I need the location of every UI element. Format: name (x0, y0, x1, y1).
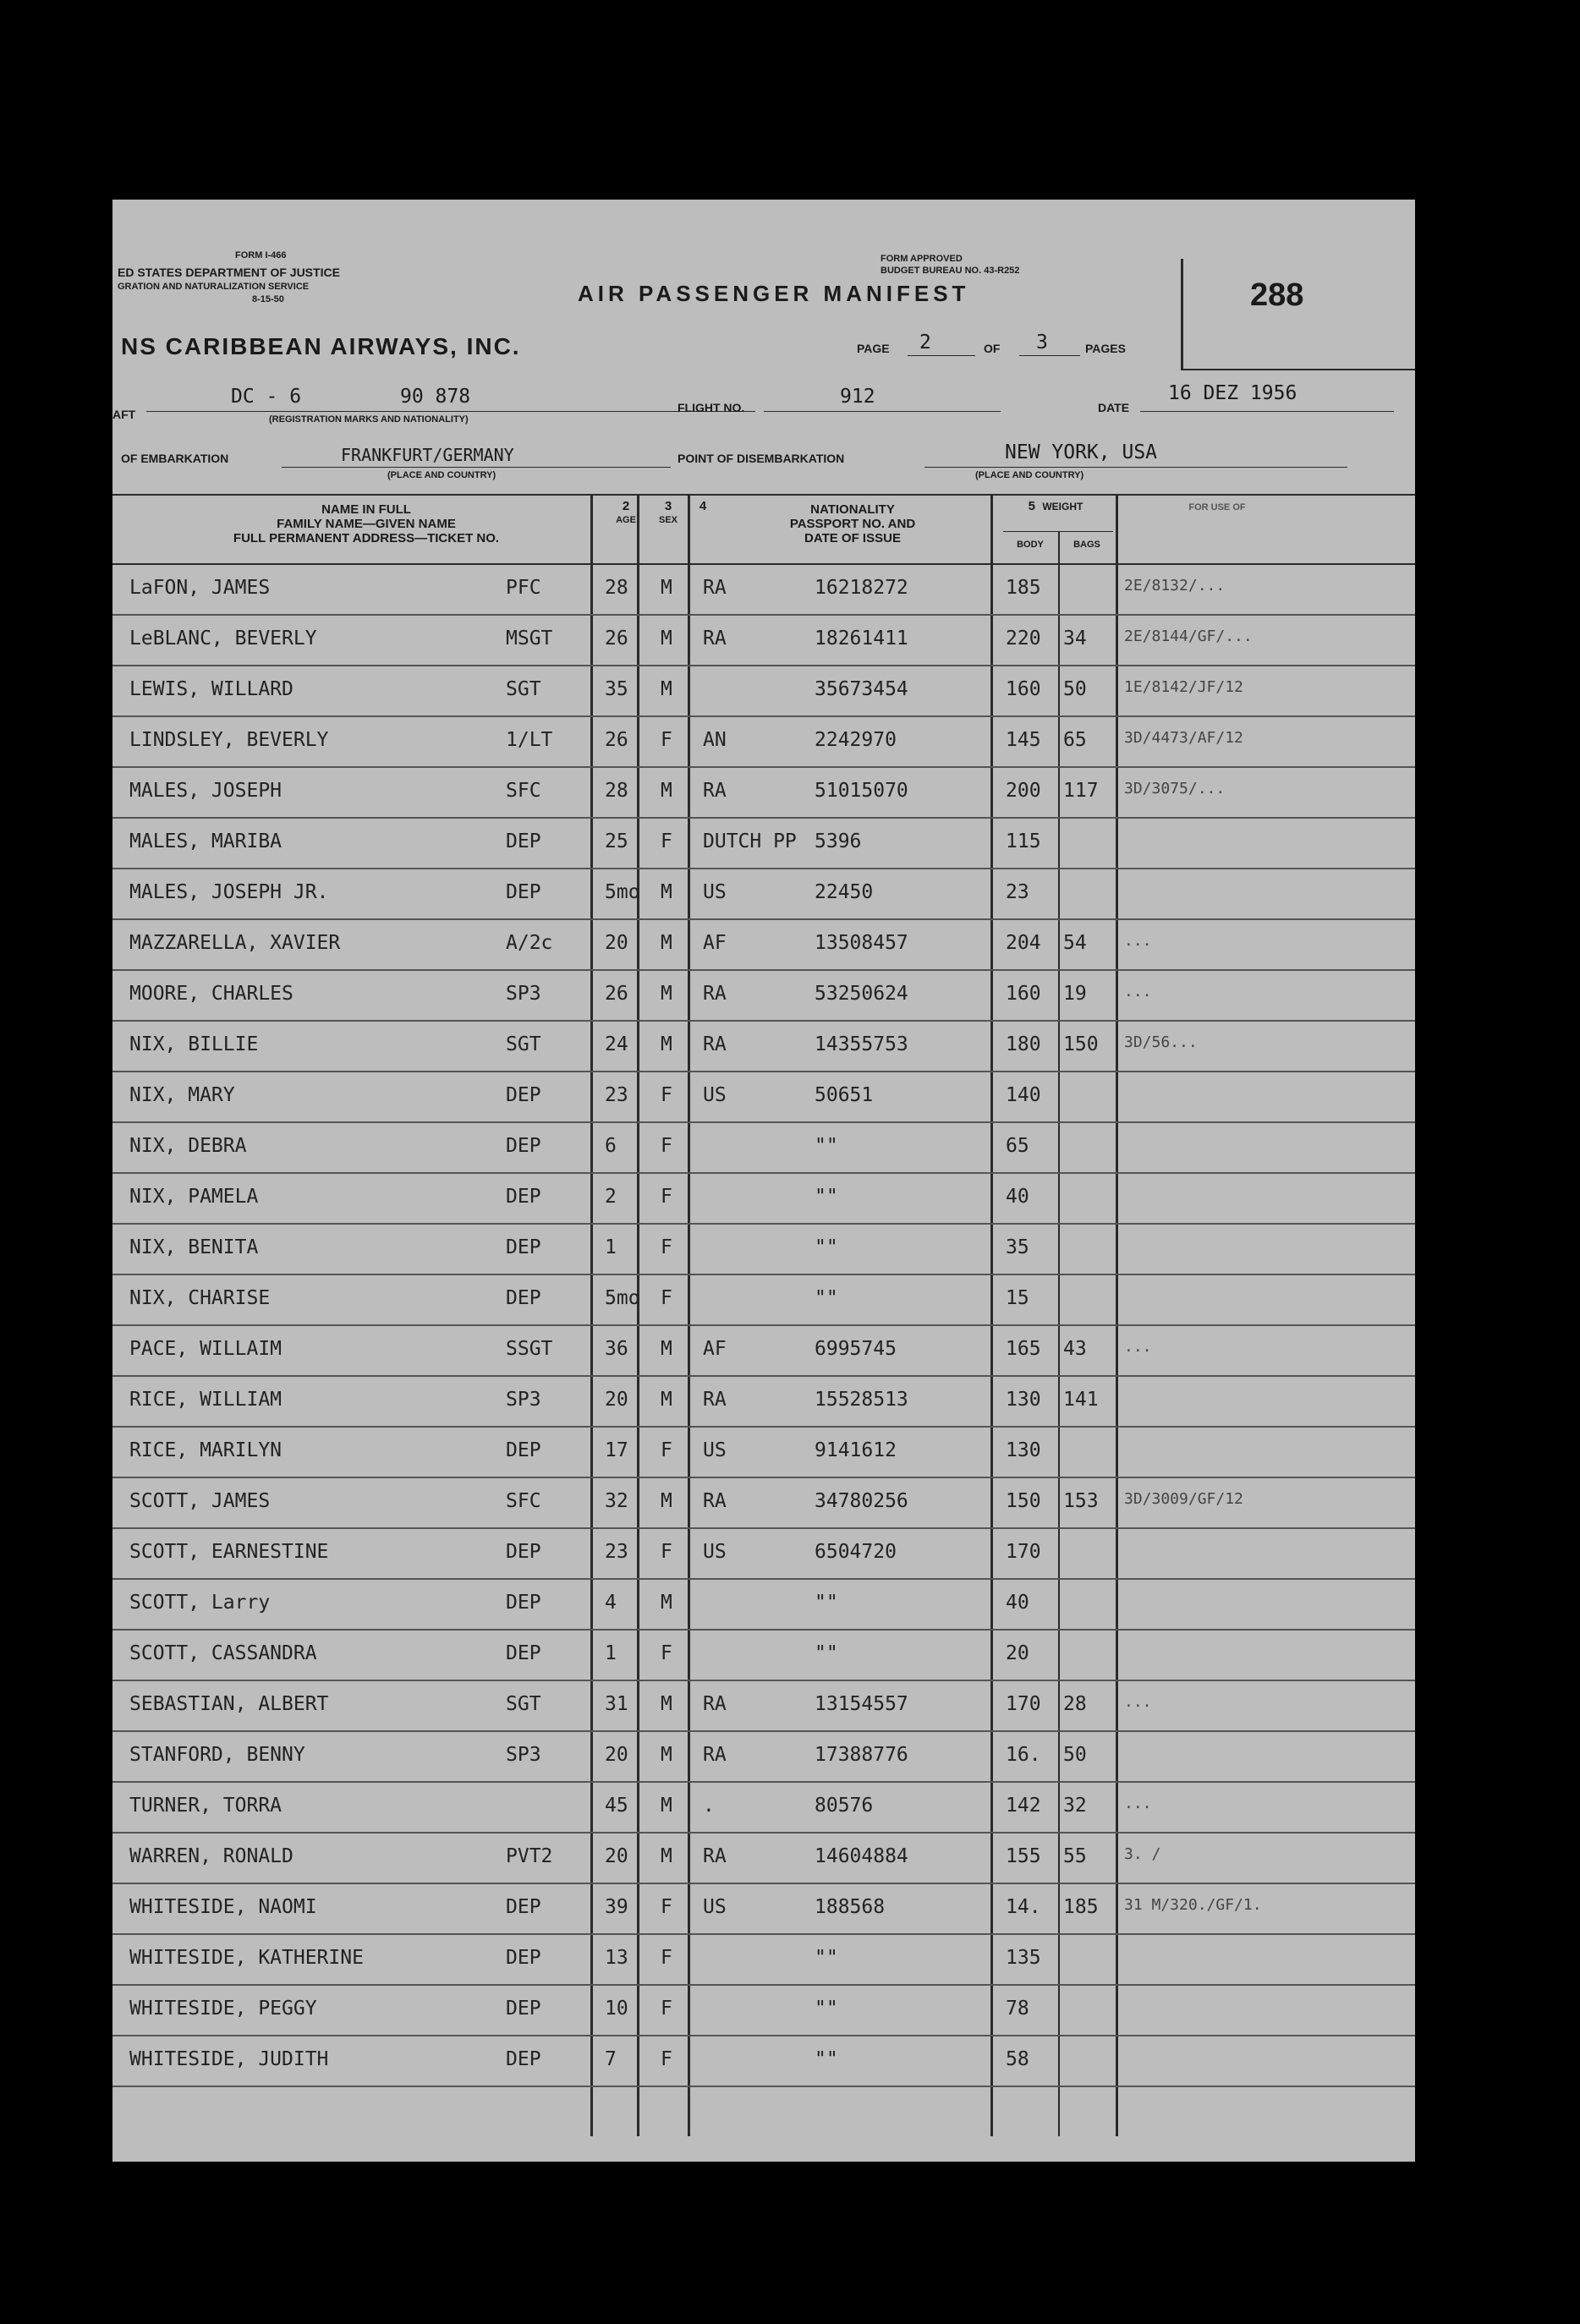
passenger-age: 20 (605, 1389, 628, 1411)
passenger-sex: F (661, 1896, 672, 1918)
body-weight-header: BODY (1017, 540, 1044, 550)
passenger-body-weight: 140 (1006, 1084, 1041, 1106)
passenger-bags-weight: 50 (1063, 678, 1087, 700)
passenger-rank: SP3 (506, 1744, 541, 1766)
page-current: 2 (919, 332, 931, 354)
passenger-name: MAZZARELLA, XAVIER (129, 932, 341, 954)
table-row (112, 2036, 1415, 2087)
passenger-rank: DEP (506, 1439, 541, 1461)
passenger-sex: F (661, 1642, 672, 1664)
official-note: 3D/3009/GF/12 (1124, 1490, 1243, 1508)
table-row (112, 1174, 1415, 1225)
passenger-age: 28 (605, 780, 628, 802)
passenger-nationality: US (703, 1084, 727, 1106)
passenger-sex: M (661, 1845, 672, 1867)
passenger-sex: M (661, 1338, 672, 1360)
nationality-column-header: NATIONALITY PASSPORT NO. AND DATE OF ISSUE (789, 502, 916, 545)
passenger-age: 13 (605, 1947, 628, 1969)
passenger-age: 31 (605, 1693, 628, 1715)
embarkation-place: FRANKFURT/GERMANY (341, 445, 514, 465)
passenger-rank: DEP (506, 1135, 541, 1157)
passenger-sex: F (661, 2048, 672, 2070)
passenger-body-weight: 142 (1006, 1795, 1041, 1817)
passenger-rank: SGT (506, 1033, 541, 1055)
passenger-rank: SSGT (506, 1338, 553, 1360)
passenger-age: 5mo (605, 1287, 640, 1309)
age-column-header: 2 AGE (616, 499, 636, 525)
passenger-age: 24 (605, 1033, 628, 1055)
passenger-sex: M (661, 932, 672, 954)
passenger-name: NIX, CHARISE (129, 1287, 271, 1309)
passenger-age: 20 (605, 1845, 628, 1867)
table-row (112, 1833, 1415, 1884)
passenger-bags-weight: 50 (1063, 1744, 1087, 1766)
passenger-body-weight: 180 (1006, 1033, 1041, 1055)
passenger-body-weight: 35 (1006, 1236, 1029, 1258)
passenger-passport: 17388776 (815, 1744, 908, 1766)
passenger-name: WHITESIDE, JUDITH (129, 2048, 329, 2070)
table-row (112, 717, 1415, 768)
passenger-name: SCOTT, CASSANDRA (129, 1642, 317, 1664)
passenger-name: SCOTT, JAMES (129, 1490, 271, 1512)
passenger-age: 26 (605, 983, 628, 1005)
passenger-bags-weight: 54 (1063, 932, 1087, 954)
registration-caption: (REGISTRATION MARKS AND NATIONALITY) (269, 414, 469, 425)
passenger-sex: F (661, 1998, 672, 2020)
passenger-passport: 6504720 (815, 1541, 897, 1563)
passenger-age: 4 (605, 1592, 617, 1614)
passenger-body-weight: 40 (1006, 1592, 1029, 1614)
service-line: GRATION AND NATURALIZATION SERVICE (118, 282, 310, 292)
official-note: ... (1124, 1795, 1152, 1812)
passenger-body-weight: 160 (1006, 983, 1041, 1005)
official-note: 31 M/320./GF/1. (1124, 1896, 1262, 1914)
passenger-sex: F (661, 729, 672, 751)
passenger-age: 45 (605, 1795, 628, 1817)
passenger-name: WHITESIDE, KATHERINE (129, 1947, 364, 1969)
passenger-sex: M (661, 628, 672, 650)
table-row (112, 666, 1415, 717)
table-row (112, 920, 1415, 971)
passenger-age: 5mo (605, 881, 640, 903)
passenger-rank: DEP (506, 1287, 541, 1309)
flight-label: FLIGHT NO. (678, 401, 745, 414)
table-row (112, 768, 1415, 819)
table-row (112, 1580, 1415, 1631)
passenger-body-weight: 204 (1006, 932, 1041, 954)
embark-caption: (PLACE AND COUNTRY) (387, 470, 496, 480)
passenger-body-weight: 78 (1006, 1998, 1029, 2020)
passenger-name: LaFON, JAMES (129, 577, 271, 599)
passenger-nationality: AF (703, 932, 727, 954)
passenger-passport: "" (815, 1135, 838, 1157)
table-row (112, 565, 1415, 616)
disembark-caption: (PLACE AND COUNTRY) (975, 470, 1084, 480)
passenger-name: PACE, WILLAIM (129, 1338, 283, 1360)
bags-weight-header: BAGS (1073, 540, 1100, 550)
passenger-sex: F (661, 1135, 672, 1157)
nationality-column-number: 4 (699, 499, 707, 513)
passenger-body-weight: 185 (1006, 577, 1041, 599)
passenger-body-weight: 14. (1006, 1896, 1041, 1918)
passenger-passport: 18261411 (815, 628, 908, 650)
passenger-sex: F (661, 1541, 672, 1563)
passenger-body-weight: 130 (1006, 1389, 1041, 1411)
passenger-bags-weight: 19 (1063, 983, 1087, 1005)
table-row (112, 1225, 1415, 1275)
official-note: 3. / (1124, 1845, 1161, 1863)
passenger-bags-weight: 141 (1063, 1389, 1099, 1411)
aircraft-type: DC - 6 (231, 386, 302, 408)
date-label: DATE (1098, 401, 1130, 414)
official-note: ... (1124, 932, 1152, 950)
passenger-nationality: RA (703, 1033, 727, 1055)
passenger-passport: 34780256 (815, 1490, 908, 1512)
passenger-rank: 1/LT (506, 729, 553, 751)
passenger-nationality: RA (703, 983, 727, 1005)
passenger-body-weight: 145 (1006, 729, 1041, 751)
passenger-age: 39 (605, 1896, 628, 1918)
passenger-body-weight: 165 (1006, 1338, 1041, 1360)
passenger-passport: 80576 (815, 1795, 874, 1817)
page-stamp-number: 288 (1250, 277, 1304, 313)
passenger-bags-weight: 43 (1063, 1338, 1087, 1360)
table-row (112, 1783, 1415, 1833)
passenger-nationality: DUTCH PP (703, 830, 797, 852)
passenger-name: WHITESIDE, PEGGY (129, 1998, 317, 2020)
official-note: 1E/8142/JF/12 (1124, 678, 1243, 696)
table-row (112, 1529, 1415, 1580)
passenger-nationality: RA (703, 1845, 727, 1867)
table-row (112, 1072, 1415, 1123)
passenger-rank: DEP (506, 1592, 541, 1614)
passenger-name: WHITESIDE, NAOMI (129, 1896, 317, 1918)
passenger-passport: "" (815, 1186, 838, 1208)
passenger-age: 23 (605, 1084, 628, 1106)
passenger-body-weight: 115 (1006, 830, 1041, 852)
passenger-name: RICE, WILLIAM (129, 1389, 283, 1411)
passenger-body-weight: 58 (1006, 2048, 1029, 2070)
passenger-age: 1 (605, 1236, 617, 1258)
passenger-passport: 6995745 (815, 1338, 897, 1360)
passenger-sex: M (661, 1490, 672, 1512)
passenger-age: 25 (605, 830, 628, 852)
passenger-nationality: . (703, 1795, 715, 1817)
passenger-nationality: RA (703, 1693, 727, 1715)
sex-column-header: 3 SEX (658, 499, 678, 525)
passenger-nationality: US (703, 1439, 727, 1461)
manifest-sheet (112, 200, 1415, 2162)
passenger-name: LEWIS, WILLARD (129, 678, 294, 700)
passenger-body-weight: 170 (1006, 1541, 1041, 1563)
passenger-name: MOORE, CHARLES (129, 983, 294, 1005)
passenger-body-weight: 65 (1006, 1135, 1029, 1157)
passenger-sex: M (661, 1389, 672, 1411)
passenger-rank: SP3 (506, 1389, 541, 1411)
passenger-sex: F (661, 1947, 672, 1969)
passenger-rank: SP3 (506, 983, 541, 1005)
passenger-name: STANFORD, BENNY (129, 1744, 305, 1766)
passenger-age: 26 (605, 729, 628, 751)
official-note: 3D/4473/AF/12 (1124, 729, 1243, 747)
registration-marks: 90 878 (400, 386, 471, 408)
passenger-body-weight: 20 (1006, 1642, 1029, 1664)
table-row (112, 1681, 1415, 1732)
table-row (112, 869, 1415, 920)
passenger-sex: M (661, 780, 672, 802)
passenger-body-weight: 170 (1006, 1693, 1041, 1715)
pages-label: PAGES (1085, 342, 1126, 355)
passenger-sex: M (661, 678, 672, 700)
passenger-rank: DEP (506, 1186, 541, 1208)
embarkation-label: OF EMBARKATION (121, 452, 229, 465)
aircraft-label: AFT (112, 408, 136, 421)
passenger-passport: "" (815, 1947, 838, 1969)
agency-line: ED STATES DEPARTMENT OF JUSTICE (118, 266, 340, 279)
passenger-rank: DEP (506, 1947, 541, 1969)
passenger-bags-weight: 150 (1063, 1033, 1099, 1055)
passenger-passport: 50651 (815, 1084, 874, 1106)
header-divider-bottom (1181, 369, 1415, 370)
passenger-sex: M (661, 577, 672, 599)
passenger-passport: "" (815, 2048, 838, 2070)
passenger-body-weight: 130 (1006, 1439, 1041, 1461)
passenger-passport: 9141612 (815, 1439, 897, 1461)
passenger-name: TURNER, TORRA (129, 1795, 283, 1817)
passenger-passport: 13508457 (815, 932, 908, 954)
passenger-age: 23 (605, 1541, 628, 1563)
passenger-age: 36 (605, 1338, 628, 1360)
passenger-age: 32 (605, 1490, 628, 1512)
passenger-passport: 16218272 (815, 577, 908, 599)
passenger-rank: PFC (506, 577, 541, 599)
passenger-rank: DEP (506, 2048, 541, 2070)
passenger-rank: DEP (506, 1084, 541, 1106)
passenger-rank: A/2c (506, 932, 553, 954)
passenger-passport: 51015070 (815, 780, 908, 802)
name-column-header: NAME IN FULL FAMILY NAME—GIVEN NAME FULL PERMANENT ADDRESS—TICKET NO. (233, 502, 500, 545)
table-row (112, 616, 1415, 666)
table-row (112, 1884, 1415, 1935)
passenger-sex: M (661, 1592, 672, 1614)
passenger-age: 20 (605, 1744, 628, 1766)
passenger-name: LeBLANC, BEVERLY (129, 628, 317, 650)
passenger-body-weight: 16. (1006, 1744, 1041, 1766)
passenger-name: MALES, JOSEPH JR. (129, 881, 329, 903)
of-label: OF (984, 342, 1001, 355)
airline-name: NS CARIBBEAN AIRWAYS, INC. (121, 333, 521, 359)
passenger-name: NIX, DEBRA (129, 1135, 247, 1157)
passenger-nationality: US (703, 1896, 727, 1918)
passenger-sex: F (661, 1236, 672, 1258)
passenger-rank: SFC (506, 1490, 541, 1512)
passenger-nationality: RA (703, 1389, 727, 1411)
budget-bureau: BUDGET BUREAU NO. 43-R252 (881, 266, 1020, 276)
weight-column-header: 5 WEIGHT (1028, 499, 1084, 513)
passenger-rank: SGT (506, 1693, 541, 1715)
passenger-sex: M (661, 1744, 672, 1766)
form-number: FORM I-466 (235, 250, 287, 260)
passenger-sex: F (661, 1084, 672, 1106)
table-row (112, 1123, 1415, 1174)
passenger-passport: 53250624 (815, 983, 908, 1005)
table-row (112, 1935, 1415, 1986)
official-note: 3D/56... (1124, 1033, 1198, 1051)
passenger-rank: DEP (506, 830, 541, 852)
passenger-age: 2 (605, 1186, 617, 1208)
passenger-passport: 188568 (815, 1896, 886, 1918)
passenger-body-weight: 200 (1006, 780, 1041, 802)
passenger-sex: M (661, 983, 672, 1005)
passenger-age: 28 (605, 577, 628, 599)
table-top-border (112, 494, 1415, 496)
passenger-rank: PVT2 (506, 1845, 553, 1867)
passenger-passport: 15528513 (815, 1389, 908, 1411)
passenger-name: RICE, MARILYN (129, 1439, 283, 1461)
passenger-nationality: RA (703, 577, 727, 599)
passenger-nationality: RA (703, 628, 727, 650)
official-note: 2E/8132/... (1124, 577, 1226, 595)
passenger-bags-weight: 32 (1063, 1795, 1087, 1817)
passenger-passport: 14604884 (815, 1845, 908, 1867)
passenger-name: SCOTT, EARNESTINE (129, 1541, 329, 1563)
form-date: 8-15-50 (252, 294, 284, 304)
form-approved: FORM APPROVED (881, 254, 963, 264)
passenger-passport: 35673454 (815, 678, 908, 700)
passenger-nationality: US (703, 1541, 727, 1563)
passenger-bags-weight: 185 (1063, 1896, 1099, 1918)
page-label: PAGE (857, 342, 890, 355)
passenger-passport: "" (815, 1642, 838, 1664)
passenger-name: WARREN, RONALD (129, 1845, 294, 1867)
table-row (112, 1986, 1415, 2036)
passenger-name: SCOTT, Larry (129, 1592, 271, 1614)
passenger-passport: 5396 (815, 830, 862, 852)
passenger-name: LINDSLEY, BEVERLY (129, 729, 329, 751)
passenger-sex: F (661, 1287, 672, 1309)
passenger-nationality: RA (703, 780, 727, 802)
passenger-rank: DEP (506, 1236, 541, 1258)
passenger-nationality: RA (703, 1490, 727, 1512)
passenger-age: 7 (605, 2048, 617, 2070)
disembarkation-place: NEW YORK, USA (1005, 441, 1158, 463)
passenger-sex: M (661, 881, 672, 903)
table-row (112, 1732, 1415, 1783)
passenger-bags-weight: 117 (1063, 780, 1099, 802)
passenger-body-weight: 40 (1006, 1186, 1029, 1208)
passenger-bags-weight: 55 (1063, 1845, 1087, 1867)
passenger-passport: "" (815, 1236, 838, 1258)
passenger-age: 1 (605, 1642, 617, 1664)
passenger-bags-weight: 28 (1063, 1693, 1087, 1715)
passenger-sex: M (661, 1795, 672, 1817)
table-row (112, 1631, 1415, 1681)
passenger-nationality: AF (703, 1338, 727, 1360)
official-note: ... (1124, 1693, 1152, 1711)
passenger-rank: DEP (506, 881, 541, 903)
table-row (112, 1022, 1415, 1072)
passenger-age: 6 (605, 1135, 617, 1157)
passenger-sex: F (661, 1439, 672, 1461)
flight-date: 16 DEZ 1956 (1168, 382, 1297, 404)
passenger-nationality: RA (703, 1744, 727, 1766)
header-divider (1181, 259, 1183, 370)
table-row (112, 1428, 1415, 1478)
passenger-body-weight: 155 (1006, 1845, 1041, 1867)
passenger-rank: SFC (506, 780, 541, 802)
passenger-rank: DEP (506, 1541, 541, 1563)
page-total: 3 (1036, 332, 1048, 354)
passenger-body-weight: 150 (1006, 1490, 1041, 1512)
passenger-sex: F (661, 1186, 672, 1208)
passenger-passport: 14355753 (815, 1033, 908, 1055)
passenger-body-weight: 220 (1006, 628, 1041, 650)
passenger-passport: "" (815, 1998, 838, 2020)
table-row (112, 1478, 1415, 1529)
table-row (112, 1377, 1415, 1428)
passenger-rank: DEP (506, 1896, 541, 1918)
passenger-name: NIX, BILLIE (129, 1033, 259, 1055)
passenger-nationality: AN (703, 729, 727, 751)
official-note: 2E/8144/GF/... (1124, 628, 1253, 645)
passenger-passport: 2242970 (815, 729, 897, 751)
official-use-header: FOR USE OF (1188, 502, 1246, 512)
passenger-name: MALES, JOSEPH (129, 780, 283, 802)
table-row (112, 971, 1415, 1022)
passenger-sex: M (661, 1033, 672, 1055)
passenger-age: 17 (605, 1439, 628, 1461)
passenger-name: SEBASTIAN, ALBERT (129, 1693, 329, 1715)
passenger-name: NIX, MARY (129, 1084, 235, 1106)
flight-number: 912 (840, 386, 875, 408)
passenger-rank: MSGT (506, 628, 553, 650)
passenger-body-weight: 23 (1006, 881, 1029, 903)
passenger-passport: 22450 (815, 881, 874, 903)
passenger-name: MALES, MARIBA (129, 830, 283, 852)
passenger-age: 10 (605, 1998, 628, 2020)
passenger-bags-weight: 34 (1063, 628, 1087, 650)
passenger-sex: M (661, 1693, 672, 1715)
passenger-name: NIX, PAMELA (129, 1186, 259, 1208)
passenger-age: 20 (605, 932, 628, 954)
passenger-sex: F (661, 830, 672, 852)
passenger-body-weight: 160 (1006, 678, 1041, 700)
passenger-rank: DEP (506, 1642, 541, 1664)
passenger-rank: SGT (506, 678, 541, 700)
passenger-body-weight: 135 (1006, 1947, 1041, 1969)
passenger-passport: "" (815, 1592, 838, 1614)
table-row (112, 1275, 1415, 1326)
passenger-name: NIX, BENITA (129, 1236, 259, 1258)
passenger-bags-weight: 153 (1063, 1490, 1099, 1512)
passenger-passport: "" (815, 1287, 838, 1309)
disembarkation-label: POINT OF DISEMBARKATION (678, 452, 845, 465)
passenger-age: 26 (605, 628, 628, 650)
table-row (112, 1326, 1415, 1377)
passenger-nationality: US (703, 881, 727, 903)
manifest-title: AIR PASSENGER MANIFEST (578, 281, 970, 306)
passenger-body-weight: 15 (1006, 1287, 1029, 1309)
passenger-age: 35 (605, 678, 628, 700)
passenger-bags-weight: 65 (1063, 729, 1087, 751)
official-note: ... (1124, 983, 1152, 1000)
official-note: 3D/3075/... (1124, 780, 1226, 798)
official-note: ... (1124, 1338, 1152, 1356)
passenger-passport: 13154557 (815, 1693, 908, 1715)
passenger-rank: DEP (506, 1998, 541, 2020)
table-row (112, 819, 1415, 869)
